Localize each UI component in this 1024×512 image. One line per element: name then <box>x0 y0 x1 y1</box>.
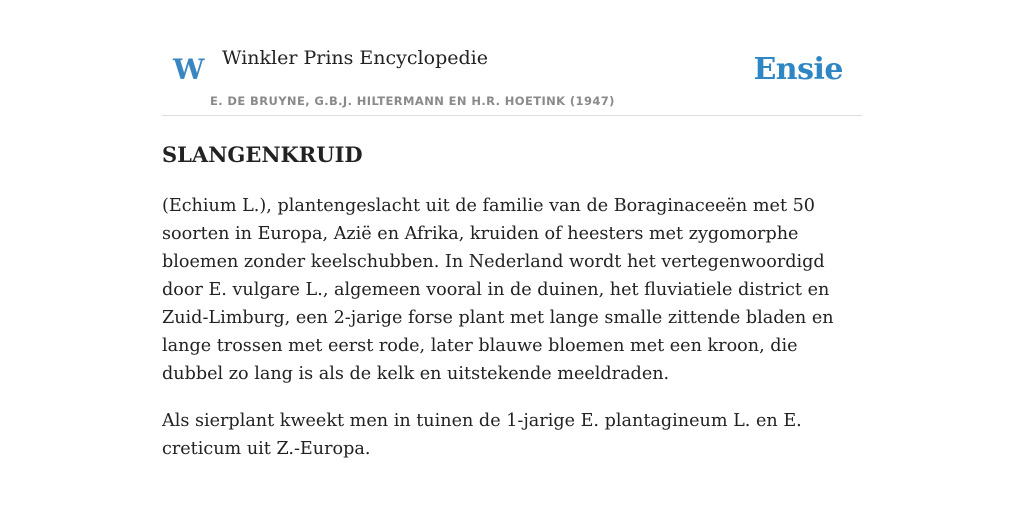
publication-authors: E. DE BRUYNE, G.B.J. HILTERMANN EN H.R. HOETINK (1947) <box>210 94 615 108</box>
publication-logo-icon[interactable]: W <box>173 53 205 86</box>
header-divider <box>162 115 862 116</box>
entry-paragraph: Als sierplant kweekt men in tuinen de 1-jarige E. plantagineum L. en E. creticum uit Z.-Europa. <box>162 411 802 459</box>
entry-headword: SLANGENKRUID <box>162 142 363 167</box>
entry-paragraph: (Echium L.), plantengeslacht uit de familie van de Boraginaceeën met 50 soorten in Europa, Azië en Afrika, kruiden of heesters met zygomorphe bloemen zonder keelschubben. In Nederland wordt het vertegenwoordigd door E. vulgare L., algemeen vooral in de duinen, het fluviatiele district en Zuid-Limburg, een 2-jarige forse plant met lange smalle zittende bladen en lange trossen met eerst rode, later blauwe bloemen met een kroon, die dubbel zo lang is als de kelk en uitstekende meeldraden. <box>162 196 834 384</box>
page <box>162 0 862 512</box>
publication-title[interactable]: Winkler Prins Encyclopedie <box>222 47 488 69</box>
entry-body <box>162 192 862 482</box>
ensie-logo[interactable]: Ensie <box>753 52 843 87</box>
